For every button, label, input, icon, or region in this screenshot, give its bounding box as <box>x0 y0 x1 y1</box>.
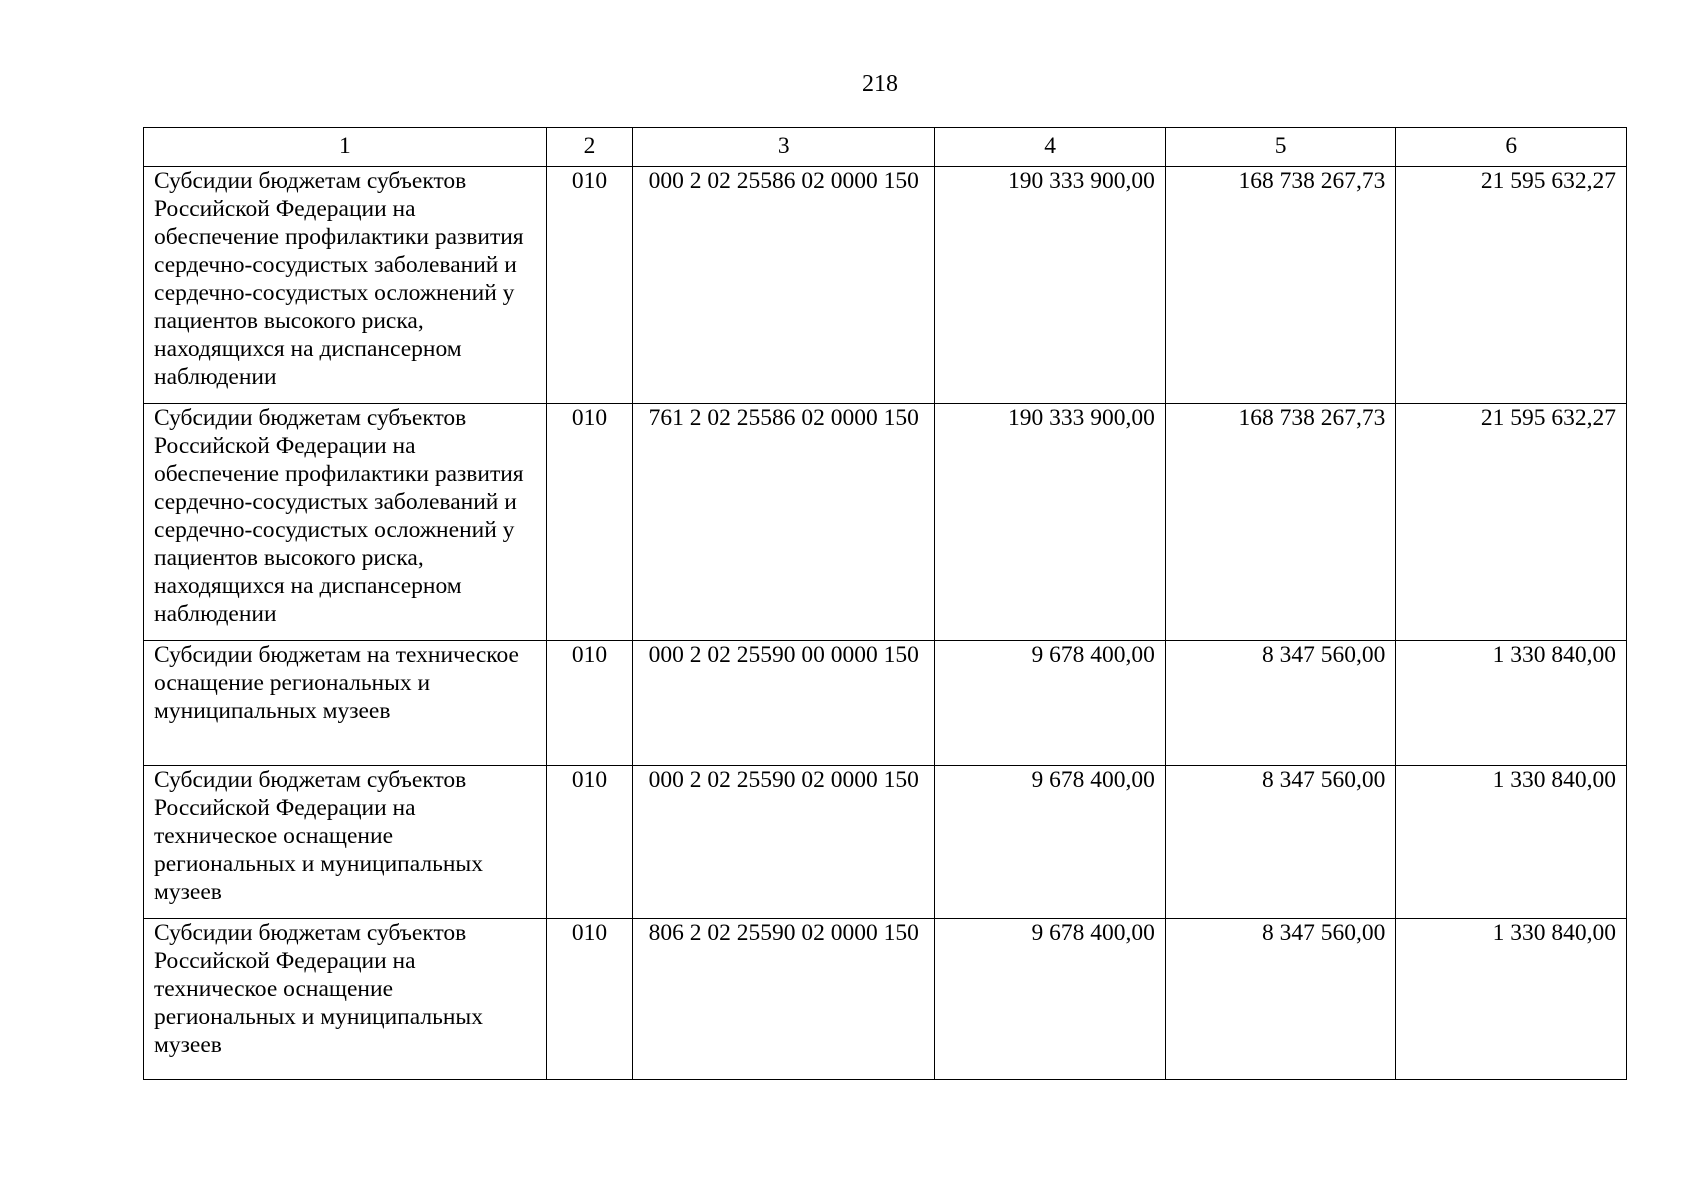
row-approved: 190 333 900,00 <box>935 167 1166 404</box>
row-approved: 9 678 400,00 <box>935 919 1166 1080</box>
column-header-2: 2 <box>546 128 633 167</box>
table-header <box>144 128 1627 167</box>
row-line-code: 010 <box>546 167 633 404</box>
table-row <box>144 167 1627 404</box>
row-name: Субсидии бюджетам на техническое оснащение региональных и муниципальных музеев <box>144 641 547 766</box>
row-executed: 8 347 560,00 <box>1165 766 1396 919</box>
row-income-code: 000 2 02 25590 02 0000 150 <box>633 766 935 919</box>
page-number: 218 <box>862 71 898 97</box>
header-row <box>144 128 1627 167</box>
row-income-code: 761 2 02 25586 02 0000 150 <box>633 404 935 641</box>
row-approved: 9 678 400,00 <box>935 641 1166 766</box>
row-executed: 168 738 267,73 <box>1165 167 1396 404</box>
table-row <box>144 766 1627 919</box>
row-name: Субсидии бюджетам субъектов Российской Федерации на обеспечение профилактики развития сердечно-сосудистых заболеваний и сердечно-сосудистых осложнений у пациентов высокого риска, находящихся на диспансерном наблюдении <box>144 167 547 404</box>
row-line-code: 010 <box>546 641 633 766</box>
row-approved: 190 333 900,00 <box>935 404 1166 641</box>
row-unexecuted: 21 595 632,27 <box>1396 167 1627 404</box>
row-name: Субсидии бюджетам субъектов Российской Федерации на обеспечение профилактики развития сердечно-сосудистых заболеваний и сердечно-сосудистых осложнений у пациентов высокого риска, находящихся на диспансерном наблюдении <box>144 404 547 641</box>
row-income-code: 000 2 02 25586 02 0000 150 <box>633 167 935 404</box>
column-header-6: 6 <box>1396 128 1627 167</box>
column-header-3: 3 <box>633 128 935 167</box>
row-unexecuted: 1 330 840,00 <box>1396 641 1627 766</box>
row-executed: 8 347 560,00 <box>1165 641 1396 766</box>
row-name: Субсидии бюджетам субъектов Российской Федерации на техническое оснащение региональных и муниципальных музеев <box>144 766 547 919</box>
row-executed: 168 738 267,73 <box>1165 404 1396 641</box>
row-income-code: 000 2 02 25590 00 0000 150 <box>633 641 935 766</box>
table-row <box>144 641 1627 766</box>
column-header-4: 4 <box>935 128 1166 167</box>
table-row <box>144 919 1627 1080</box>
row-unexecuted: 1 330 840,00 <box>1396 919 1627 1080</box>
table-body <box>144 167 1627 1080</box>
row-unexecuted: 1 330 840,00 <box>1396 766 1627 919</box>
budget-table <box>143 127 1627 1080</box>
row-executed: 8 347 560,00 <box>1165 919 1396 1080</box>
row-line-code: 010 <box>546 404 633 641</box>
row-approved: 9 678 400,00 <box>935 766 1166 919</box>
row-line-code: 010 <box>546 766 633 919</box>
column-header-5: 5 <box>1165 128 1396 167</box>
row-income-code: 806 2 02 25590 02 0000 150 <box>633 919 935 1080</box>
column-header-1: 1 <box>144 128 547 167</box>
row-line-code: 010 <box>546 919 633 1080</box>
table-row <box>144 404 1627 641</box>
row-unexecuted: 21 595 632,27 <box>1396 404 1627 641</box>
row-name: Субсидии бюджетам субъектов Российской Федерации на техническое оснащение региональных и муниципальных музеев <box>144 919 547 1080</box>
